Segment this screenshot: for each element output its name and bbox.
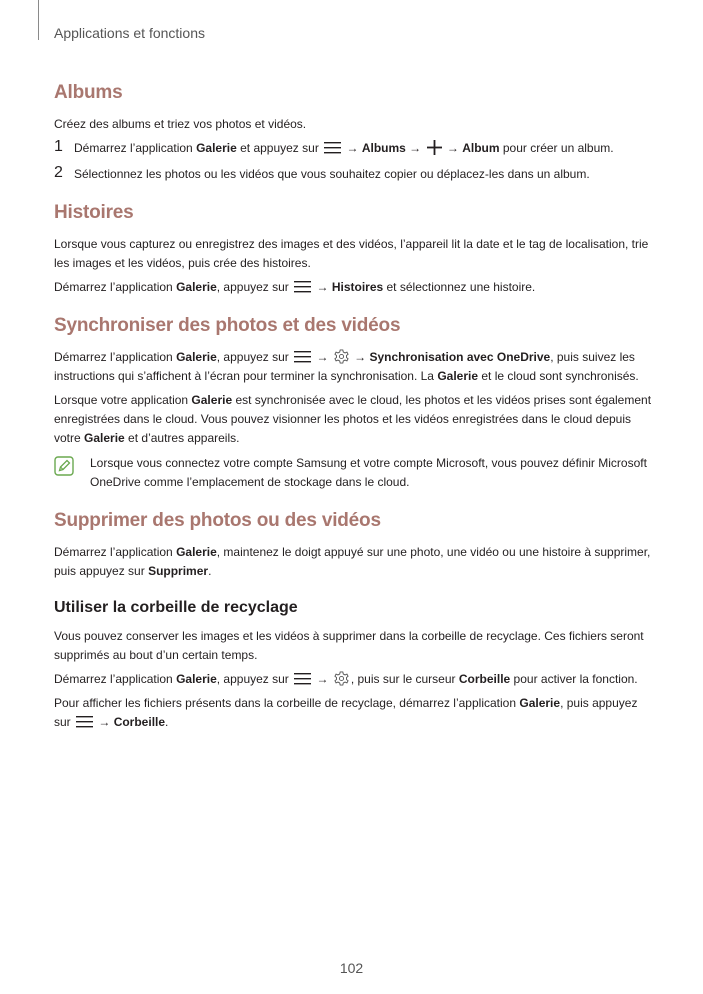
plus-icon [427,140,442,155]
menu-icon [294,672,311,685]
albums-intro: Créez des albums et triez vos photos et vidéos. [54,117,307,131]
section-trash [54,599,654,732]
trash-paragraph-1: Vous pouvez conserver les images et les vidéos à supprimer dans la corbeille de recyclage. Ces fichiers seront supprimés au bout d’un certain temps. [54,629,644,662]
histoires-paragraph-2: Démarrez l’application Galerie, appuyez sur → Histoires et sélectionnez une histoire. [54,280,536,294]
note-text: Lorsque vous connectez votre compte Samsung et votre compte Microsoft, vous pouvez définir Microsoft OneDrive comme l’emplacement de stockage dans le cloud. [90,456,647,489]
albums-step-1: 1 Démarrez l’application Galerie et appuyez sur → Albums → → Album pour créer un album. [54,138,614,155]
menu-icon [294,280,311,293]
section-albums [54,82,654,184]
heading-sync: Synchroniser des photos et des vidéos [54,315,401,336]
step-number: 1 [54,138,63,155]
albums-step-2: 2 Sélectionnez les photos ou les vidéos que vous souhaitez copier ou déplacez-les dans un album. [54,164,590,181]
page-header: Applications et fonctions [54,25,205,41]
gear-icon [334,671,349,686]
page-number: 102 [339,960,364,976]
note-pencil-icon [54,456,74,476]
sync-paragraph-2: Lorsque votre application Galerie est synchronisée avec le cloud, les photos et les vidéos prises sont également enregistrées dans le cloud. Vous pouvez visionner les photos et les vidéos enregistrées dans le cloud depuis votre Galerie et d’autres appareils. [54,393,652,445]
heading-delete: Supprimer des photos ou des vidéos [54,510,381,531]
heading-trash: Utiliser la corbeille de recyclage [54,599,298,616]
sync-note [54,454,654,492]
page-content [54,82,654,750]
trash-paragraph-3: Pour afficher les fichiers présents dans la corbeille de recyclage, démarrez l’application Galerie, puis appuyez sur → Corbeille. [54,696,638,729]
section-histoires [54,202,654,297]
sync-paragraph-1: Démarrez l’application Galerie, appuyez sur → → Synchronisation avec OneDrive, puis suivez les instructions qui s’affichent à l’écran pour terminer la synchronisation. La Galerie et le cloud sont synchronisés. [54,350,639,383]
heading-histoires: Histoires [54,202,134,223]
trash-paragraph-2: Démarrez l’application Galerie, appuyez sur → , puis sur le curseur Corbeille pour activer la fonction. [54,672,638,686]
menu-icon [76,715,93,728]
gear-icon [334,349,349,364]
delete-paragraph-1: Démarrez l’application Galerie, maintenez le doigt appuyé sur une photo, une vidéo ou une histoire à supprimer, puis appuyez sur Supprimer. [54,545,651,578]
menu-icon [294,350,311,363]
menu-icon [324,141,341,154]
header-rule [38,0,39,40]
step-number: 2 [54,164,63,181]
histoires-paragraph-1: Lorsque vous capturez ou enregistrez des images et des vidéos, l’appareil lit la date et le tag de localisation, trie les images et les vidéos, puis crée des histoires. [54,237,649,270]
section-delete [54,510,654,581]
heading-albums: Albums [54,82,123,103]
section-sync [54,315,654,492]
